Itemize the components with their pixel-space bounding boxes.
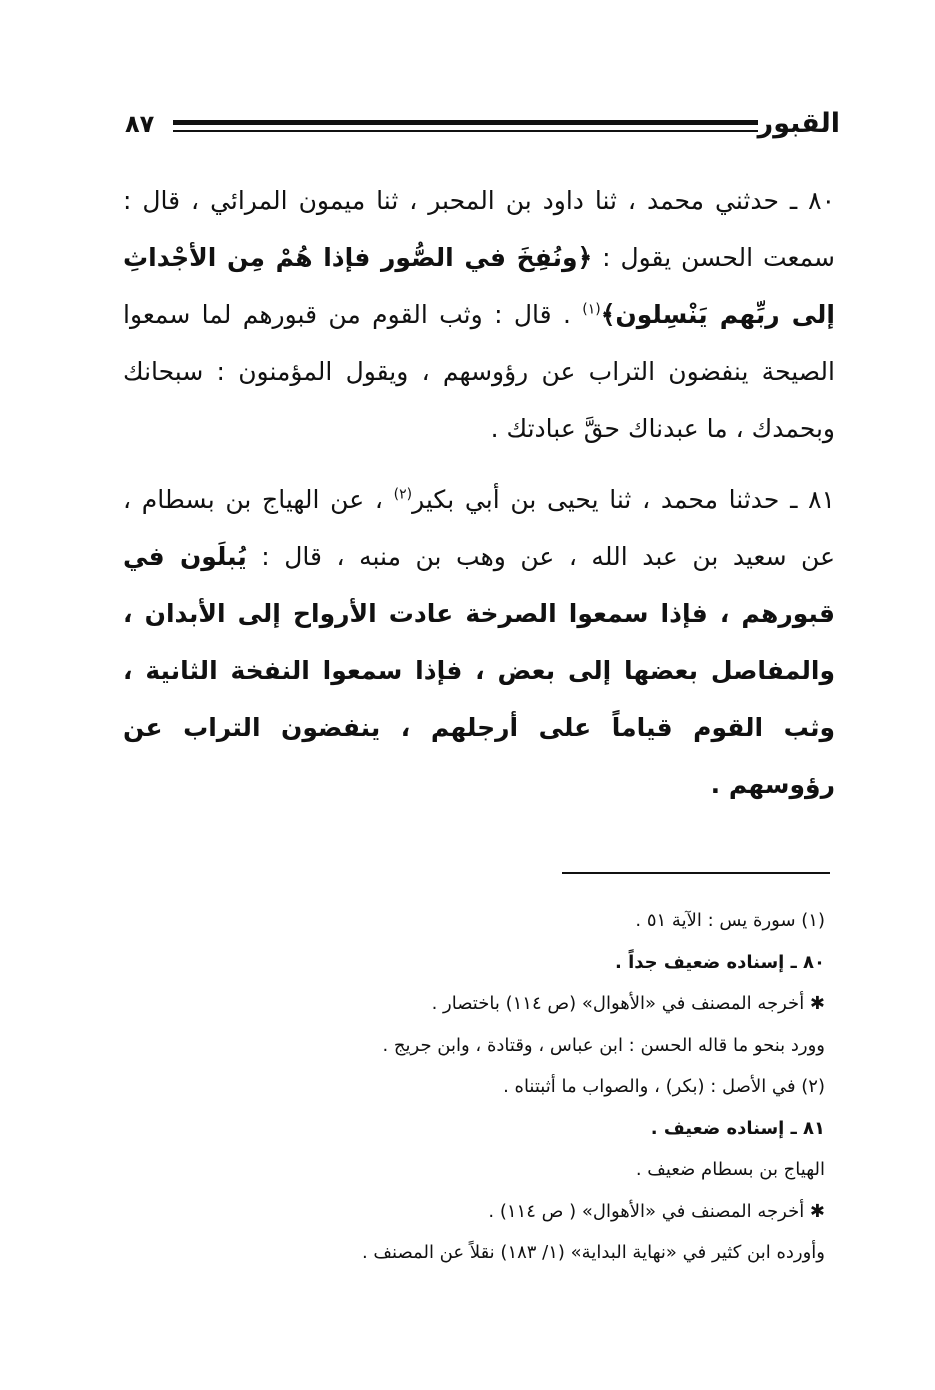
page-header: [125, 100, 840, 150]
text-segment: . قال : وثب القوم من قبورهم لما سمعوا الصيحة ينفضون التراب عن رؤوسهم ، ويقول المؤمنون : سبحانك وبحمدك ، ما عبدناك حقَّ عبادتك .: [123, 300, 835, 443]
footnote-line: ✱ أخرجه المصنف في «الأهوال» (ص ١١٤) باختصار .: [431, 993, 825, 1014]
footnote-line: ٨٠ ـ إسناده ضعيف جداً .: [614, 951, 825, 973]
footnote-line: الهياج بن بسطام ضعيف .: [635, 1159, 825, 1180]
paragraph-80: [123, 172, 835, 457]
footnote-ref-2: (٢): [393, 486, 413, 503]
running-title: القبور: [757, 108, 840, 139]
quoted-saying: يُبلَون في قبورهم ، فإذا سمعوا الصرخة عادت الأرواح إلى الأبدان ، والمفاصل بعضها إلى بعض ، فإذا سمعوا النفخة الثانية ، وثب القوم قياماً على أرجلهم ، ينفضون التراب عن رؤوسهم .: [123, 542, 835, 799]
footnote-separator: [562, 872, 830, 874]
footnote-line: (١) سورة يس : الآية ٥١ .: [635, 910, 825, 931]
quran-verse: ﴿ونُفِخَ في الصُّور فإذا هُمْ مِن الأجْداثِ إلى ربِّهم يَنْسِلون﴾: [123, 243, 835, 329]
footnotes: [125, 900, 825, 1274]
page-number: ٨٧: [125, 110, 155, 138]
footnote-line: ✱ أخرجه المصنف في «الأهوال» ( ص ١١٤) .: [488, 1200, 825, 1222]
text-segment: ٨٠ ـ حدثني محمد ، ثنا داود بن المحبر ، ثنا ميمون المرائي ، قال : سمعت الحسن يقول :: [123, 186, 835, 272]
footnote-line: وأورده ابن كثير في «نهاية البداية» (١/ ١٨٣) نقلاً عن المصنف .: [361, 1242, 825, 1263]
paragraph-81: [123, 471, 835, 813]
text-segment: ، عن الهياج بن بسطام ، عن سعيد بن عبد الله ، عن وهب بن منبه ، قال :: [123, 485, 835, 571]
footnote-line: ٨١ ـ إسناده ضعيف .: [650, 1117, 825, 1139]
header-rule: [173, 120, 758, 132]
footnote-line: (٢) في الأصل : (بكر) ، والصواب ما أثبتناه .: [503, 1076, 825, 1097]
main-text: [123, 172, 835, 813]
text-segment: ٨١ ـ حدثنا محمد ، ثنا يحيى بن أبي بكير: [412, 485, 835, 514]
footnote-ref-1: (١): [582, 301, 601, 318]
footnote-line: وورد بنحو ما قاله الحسن : ابن عباس ، وقتادة ، وابن جريج .: [382, 1034, 825, 1056]
